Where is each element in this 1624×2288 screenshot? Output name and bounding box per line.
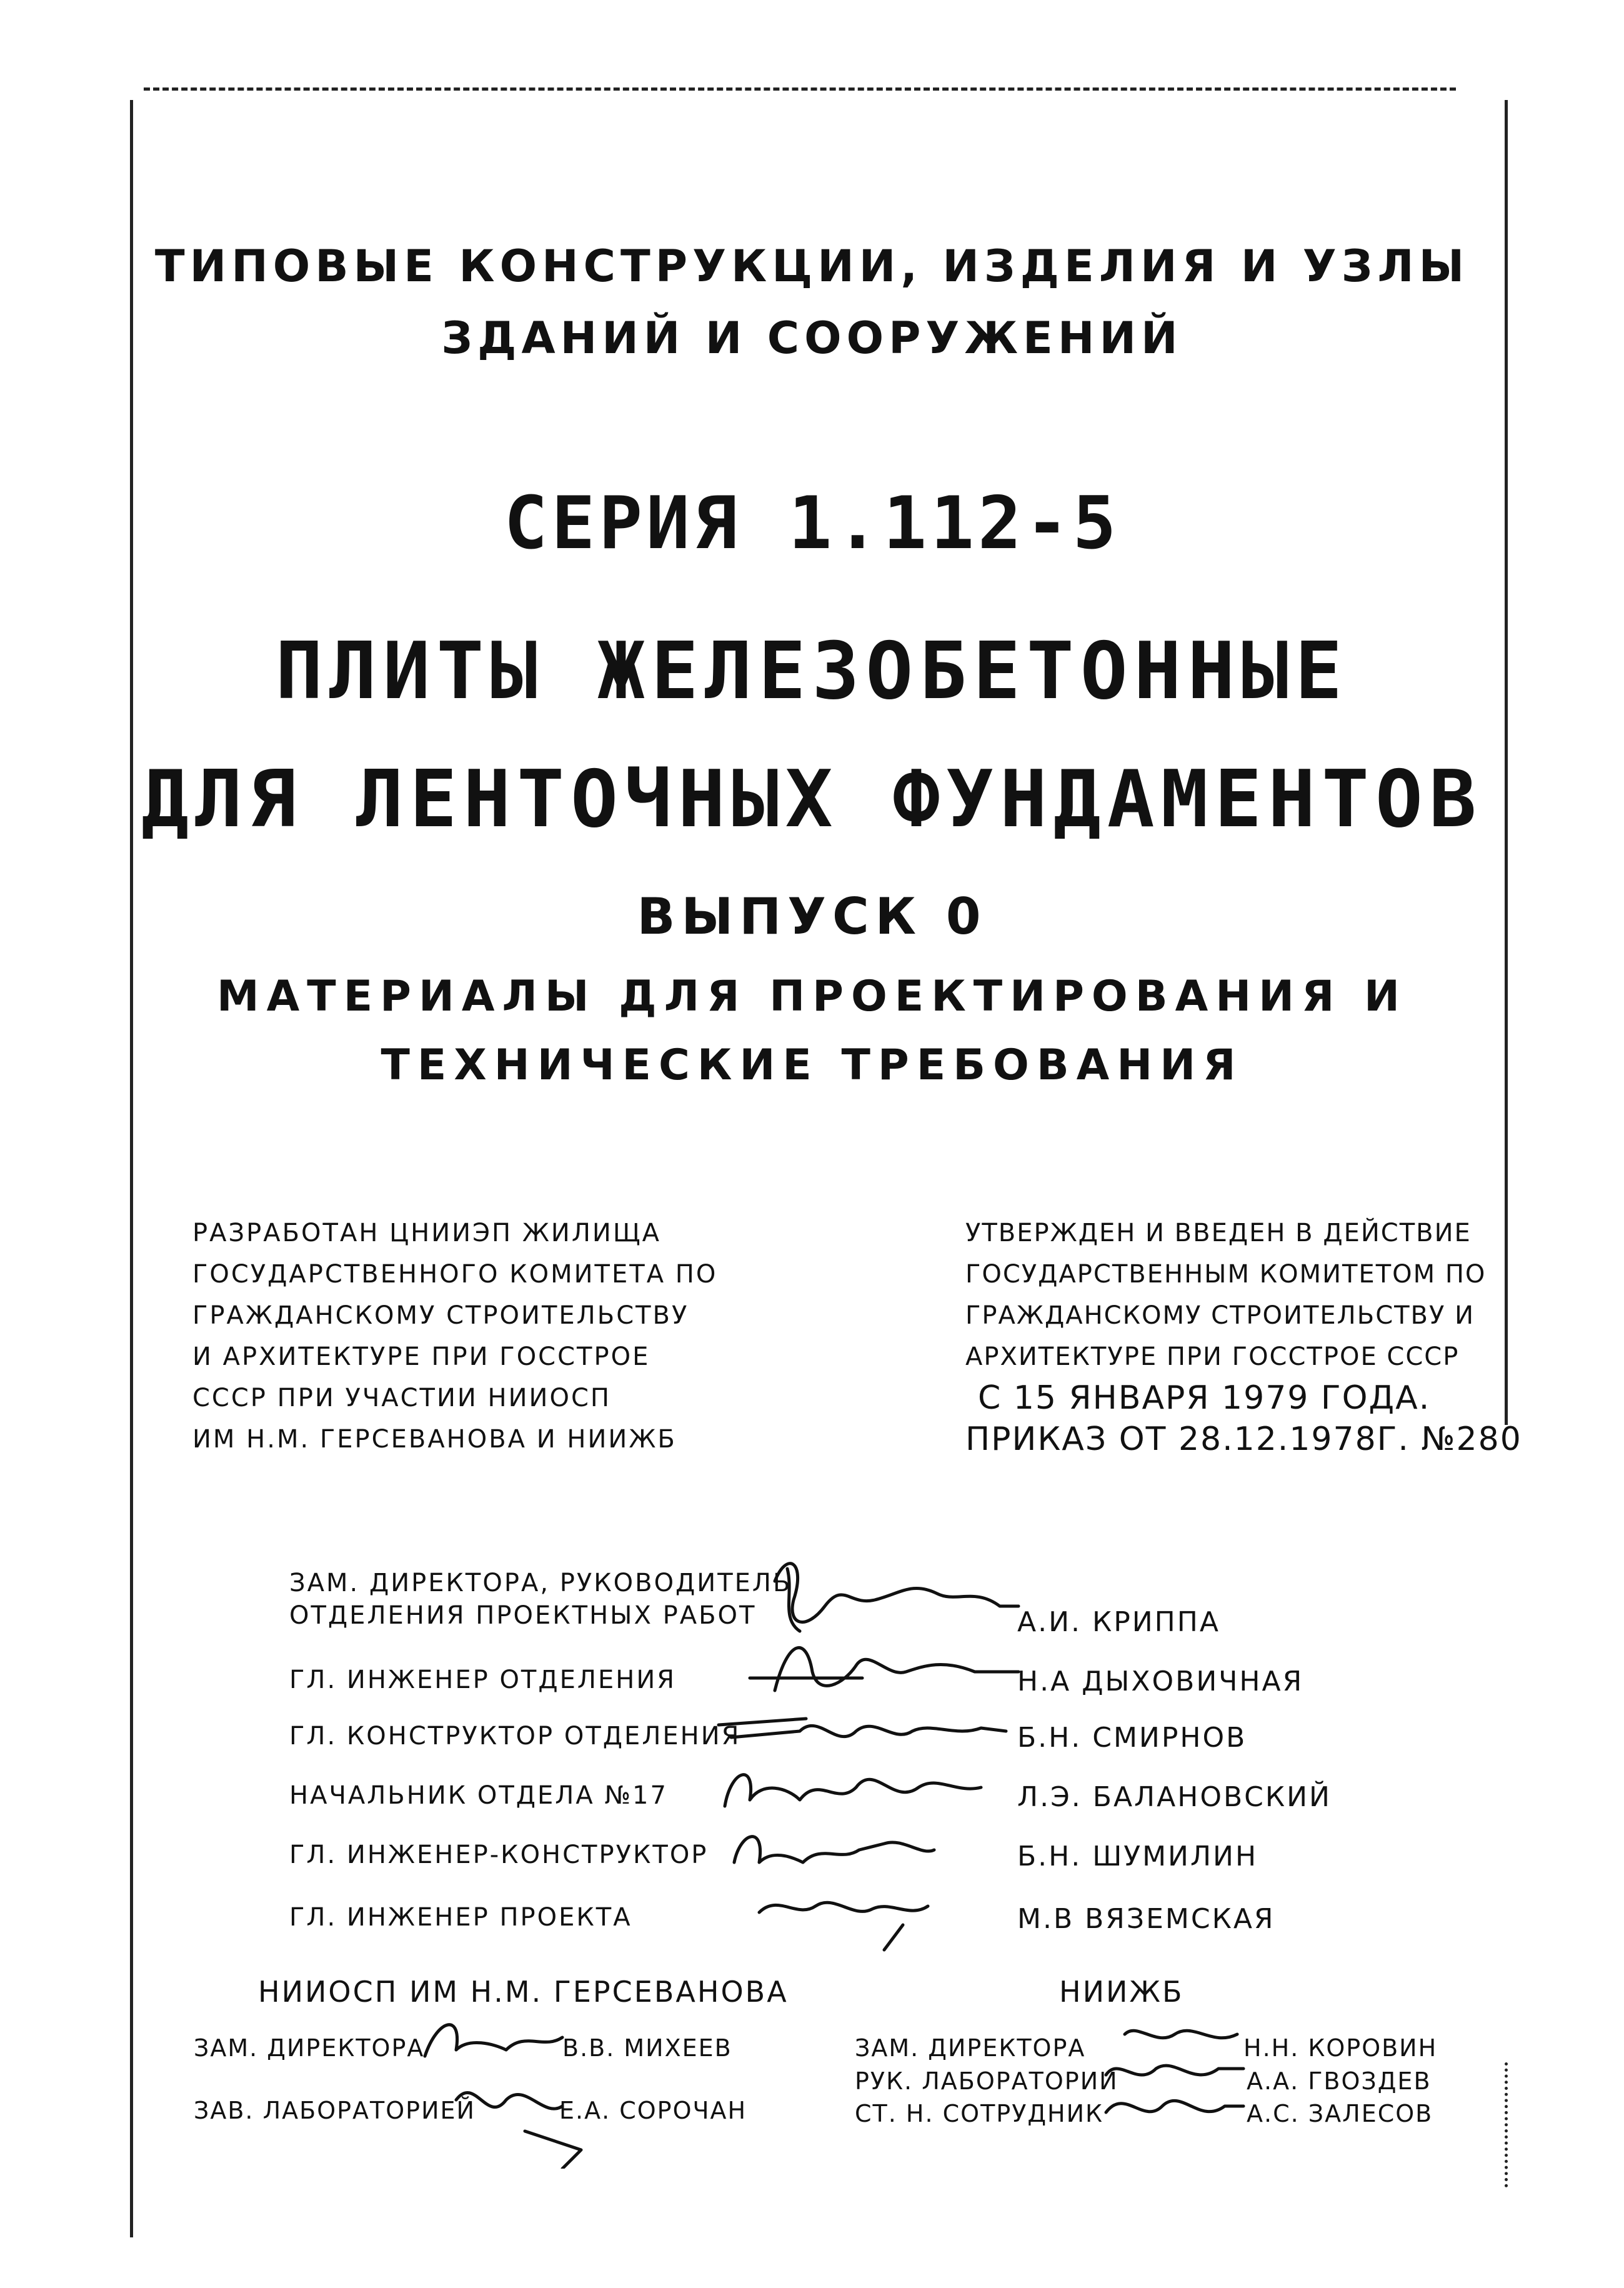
signatory-row bbox=[0, 1903, 1624, 1953]
signatory-name: Н.А ДЫХОВИЧНАЯ bbox=[1017, 1666, 1304, 1697]
signatory-name: Л.Э. БАЛАНОВСКИЙ bbox=[1017, 1781, 1332, 1813]
niizhb-name: Н.Н. КОРОВИН bbox=[1243, 2034, 1438, 2062]
niiosp-heading: НИИОСП ИМ Н.М. ГЕРСЕВАНОВА bbox=[258, 1975, 789, 2009]
niizhb-heading: НИИЖБ bbox=[1059, 1975, 1184, 2009]
issue-number: ВЫПУСК 0 bbox=[637, 887, 987, 946]
developed-by-line: ГРАЖДАНСКОМУ СТРОИТЕЛЬСТВУ bbox=[192, 1301, 689, 1330]
signatory-row bbox=[0, 1569, 1624, 1638]
niizhb-role: СТ. Н. СОТРУДНИК bbox=[855, 2100, 1104, 2127]
signatory-name: Б.Н. СМИРНОВ bbox=[1017, 1722, 1247, 1754]
signatory-role-line: ЗАМ. ДИРЕКТОРА, РУКОВОДИТЕЛЬ bbox=[289, 1569, 792, 1597]
niizhb-role: РУК. ЛАБОРАТОРИИ bbox=[855, 2067, 1118, 2095]
signatory-role: ГЛ. КОНСТРУКТОР ОТДЕЛЕНИЯ bbox=[289, 1722, 741, 1751]
approved-date: С 15 ЯНВАРЯ 1979 ГОДА. bbox=[978, 1379, 1431, 1417]
signature-image bbox=[722, 1812, 947, 1881]
developed-by-line: И АРХИТЕКТУРЕ ПРИ ГОССТРОЕ bbox=[192, 1342, 650, 1371]
signatory-role: ГЛ. ИНЖЕНЕР-КОНСТРУКТОР bbox=[289, 1841, 709, 1869]
approved-by-line: АРХИТЕКТУРЕ ПРИ ГОССТРОЕ СССР bbox=[965, 1342, 1460, 1371]
developed-by-line: РАЗРАБОТАН ЦНИИЭП ЖИЛИЩА bbox=[192, 1219, 661, 1247]
approved-by-line: УТВЕРЖДЕН И ВВЕДЕН В ДЕЙСТВИЕ bbox=[965, 1219, 1472, 1247]
signatory-role-line: ОТДЕЛЕНИЯ ПРОЕКТНЫХ РАБОТ bbox=[289, 1601, 757, 1630]
niiosp-name: Е.А. СОРОЧАН bbox=[559, 2097, 747, 2124]
signatory-role: ГЛ. ИНЖЕНЕР ПРОЕКТА bbox=[289, 1903, 632, 1932]
signatory-role bbox=[289, 1569, 792, 1630]
niiosp-role: ЗАМ. ДИРЕКТОРА bbox=[194, 2034, 425, 2062]
series-number: СЕРИЯ 1.112-5 bbox=[504, 481, 1120, 566]
subtitle-line-2: ТЕХНИЧЕСКИЕ ТРЕБОВАНИЯ bbox=[381, 1041, 1243, 1090]
subtitle-line-1: МАТЕРИАЛЫ ДЛЯ ПРОЕКТИРОВАНИЯ И bbox=[217, 972, 1407, 1021]
signatory-name: М.В ВЯЗЕМСКАЯ bbox=[1017, 1903, 1275, 1935]
signatory-name: А.И. КРИППА bbox=[1017, 1606, 1220, 1638]
developed-by-line: СССР ПРИ УЧАСТИИ НИИОСП bbox=[192, 1384, 611, 1412]
signature-image bbox=[1100, 2081, 1250, 2131]
developed-by-line: ГОСУДАРСТВЕННОГО КОМИТЕТА ПО bbox=[192, 1260, 718, 1289]
signatory-name: Б.Н. ШУМИЛИН bbox=[1017, 1841, 1258, 1872]
signatory-role: НАЧАЛЬНИК ОТДЕЛА №17 bbox=[289, 1781, 668, 1810]
approved-by-line: ГРАЖДАНСКОМУ СТРОИТЕЛЬСТВУ И bbox=[965, 1301, 1475, 1330]
niizhb-role: ЗАМ. ДИРЕКТОРА bbox=[855, 2034, 1086, 2062]
header-line-1: ТИПОВЫЕ КОНСТРУКЦИИ, ИЗДЕЛИЯ И УЗЛЫ bbox=[154, 241, 1470, 292]
right-border-tail bbox=[1505, 2062, 1508, 2187]
niizhb-name: А.С. ЗАЛЕСОВ bbox=[1247, 2100, 1433, 2127]
niizhb-name: А.А. ГВОЗДЕВ bbox=[1247, 2067, 1432, 2095]
title-line-2: ДЛЯ ЛЕНТОЧНЫХ ФУНДАМЕНТОВ bbox=[141, 753, 1483, 845]
approved-by-line: ГОСУДАРСТВЕННЫМ КОМИТЕТОМ ПО bbox=[965, 1260, 1487, 1289]
developed-by-line: ИМ Н.М. ГЕРСЕВАНОВА И НИИЖБ bbox=[192, 1425, 677, 1454]
title-line-1: ПЛИТЫ ЖЕЛЕЗОБЕТОННЫЕ bbox=[275, 625, 1349, 717]
signature-image bbox=[747, 1875, 947, 1956]
top-border-dashed bbox=[144, 87, 1456, 91]
developed-by-block bbox=[192, 1212, 717, 1460]
niiosp-role: ЗАВ. ЛАБОРАТОРИЕЙ bbox=[194, 2097, 476, 2124]
niiosp-name: В.В. МИХЕЕВ bbox=[562, 2034, 732, 2062]
signatory-role: ГЛ. ИНЖЕНЕР ОТДЕЛЕНИЯ bbox=[289, 1666, 677, 1694]
approved-by-block bbox=[965, 1212, 1522, 1460]
approved-order: ПРИКАЗ ОТ 28.12.1978Г. №280 bbox=[965, 1421, 1522, 1458]
header-line-2: ЗДАНИЙ И СООРУЖЕНИЙ bbox=[441, 312, 1183, 364]
